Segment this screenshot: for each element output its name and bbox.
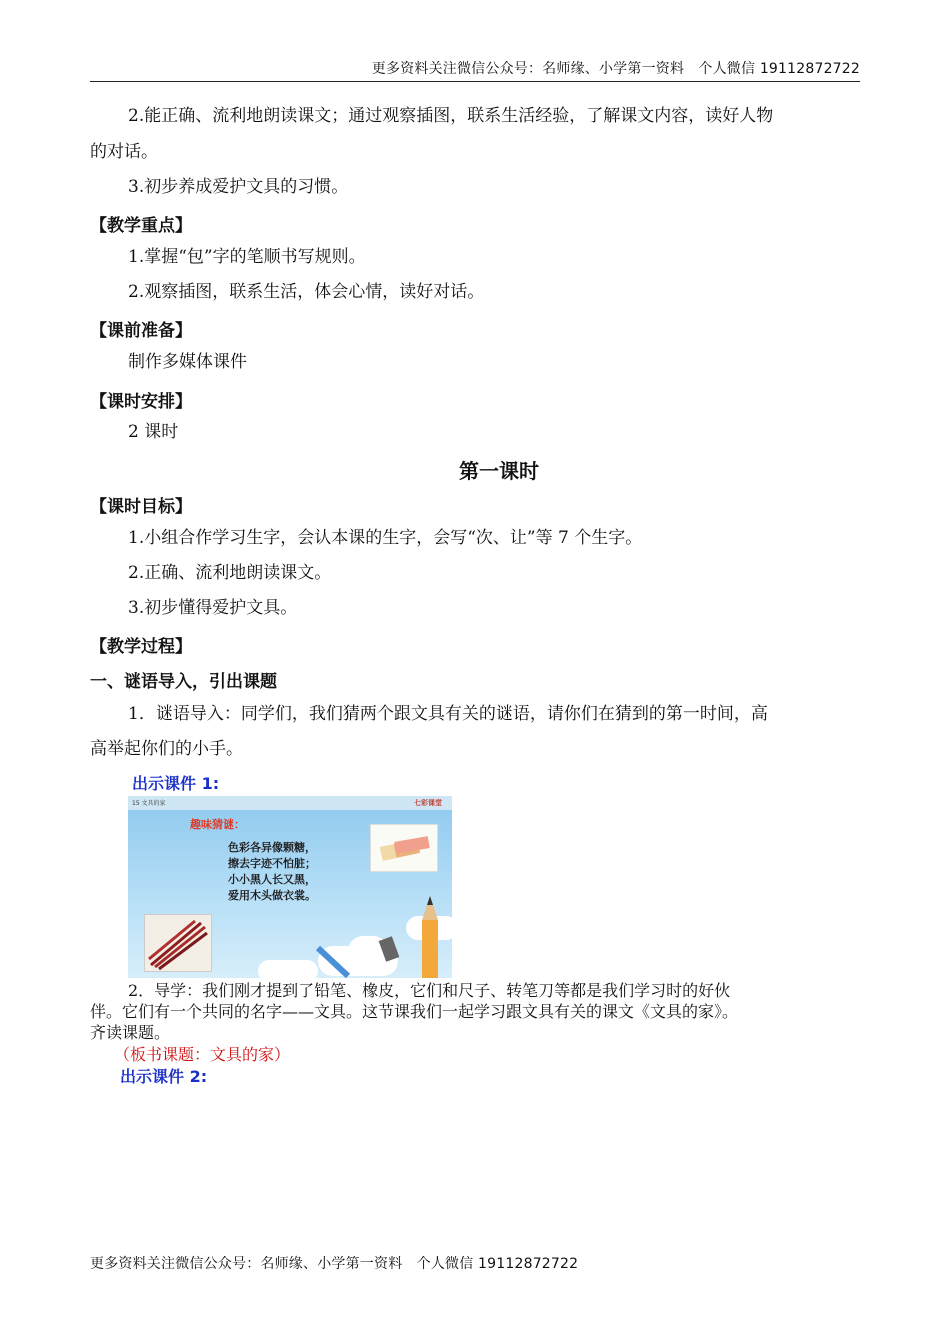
- objective-2-line-1: 2.能正确、流利地朗读课文；通过观察插图，联系生活经验，了解课文内容，读好人物: [128, 106, 774, 126]
- objective-2-line-2: 的对话。: [90, 142, 158, 162]
- pencil-drawing: [408, 896, 452, 978]
- courseware-slide-1: [128, 796, 452, 978]
- slide-riddle-text: [228, 840, 316, 904]
- heading-teaching-process: 【教学过程】: [90, 637, 192, 657]
- slide-riddle-title: 趣味猜谜：: [190, 818, 245, 831]
- cloud-shape: [258, 960, 318, 978]
- eraser-image: [370, 824, 438, 872]
- step-2-line-3: 齐读课题。: [90, 1023, 171, 1042]
- page-header: 更多资料关注微信公众号：名师缘、小学第一资料 个人微信 19112872722: [90, 58, 860, 82]
- pencils-image: [144, 914, 212, 972]
- schedule-text: 2 课时: [128, 422, 179, 442]
- board-note: （板书课题：文具的家）: [114, 1045, 291, 1064]
- sharpener-drawing: [378, 934, 402, 964]
- preparation-text: 制作多媒体课件: [128, 352, 247, 372]
- riddle-line: 爱用木头做衣裳。: [228, 889, 316, 902]
- page-footer: 更多资料关注微信公众号：名师缘、小学第一资料 个人微信 19112872722: [90, 1256, 579, 1272]
- heading-schedule: 【课时安排】: [90, 392, 192, 412]
- heading-lesson-goals: 【课时目标】: [90, 497, 192, 517]
- goal-1: 1.小组合作学习生字，会认本课的生字，会写“次、让”等 7 个生字。: [128, 528, 643, 548]
- focus-2: 2.观察插图，联系生活，体会心情，读好对话。: [128, 282, 485, 302]
- focus-1: 1.掌握“包”字的笔顺书写规则。: [128, 247, 366, 267]
- step-1-line-1: 1．谜语导入：同学们，我们猜两个跟文具有关的谜语，请你们在猜到的第一时间，高: [128, 704, 768, 724]
- step-2-line-2: 伴。它们有一个共同的名字——文具。这节课我们一起学习跟文具有关的课文《文具的家》。: [90, 1002, 739, 1021]
- slide-tag: 15 文具的家: [132, 800, 166, 807]
- step-2-line-1: 2．导学：我们刚才提到了铅笔、橡皮，它们和尺子、转笔刀等都是我们学习时的好伙: [128, 981, 731, 1000]
- lesson-title: 第一课时: [459, 459, 539, 483]
- courseware-2-label: 出示课件 2:: [120, 1067, 208, 1086]
- objective-3: 3.初步养成爱护文具的习惯。: [128, 177, 349, 197]
- riddle-line: 擦去字迹不怕脏；: [228, 857, 316, 870]
- heading-teaching-focus: 【教学重点】: [90, 216, 192, 236]
- slide-top-bar: [128, 796, 452, 810]
- step-1-line-2: 高举起你们的小手。: [90, 739, 243, 759]
- riddle-line: 小小黑人长又黑，: [228, 873, 316, 886]
- slide-logo: 七彩课堂: [414, 799, 442, 807]
- courseware-1-label: 出示课件 1:: [132, 774, 220, 793]
- pen-drawing: [314, 944, 354, 978]
- section-1-heading: 一、谜语导入，引出课题: [90, 672, 277, 692]
- riddle-line: 色彩各异像颗糖，: [228, 841, 316, 854]
- heading-preparation: 【课前准备】: [90, 321, 192, 341]
- goal-2: 2.正确、流利地朗读课文。: [128, 563, 332, 583]
- goal-3: 3.初步懂得爱护文具。: [128, 598, 298, 618]
